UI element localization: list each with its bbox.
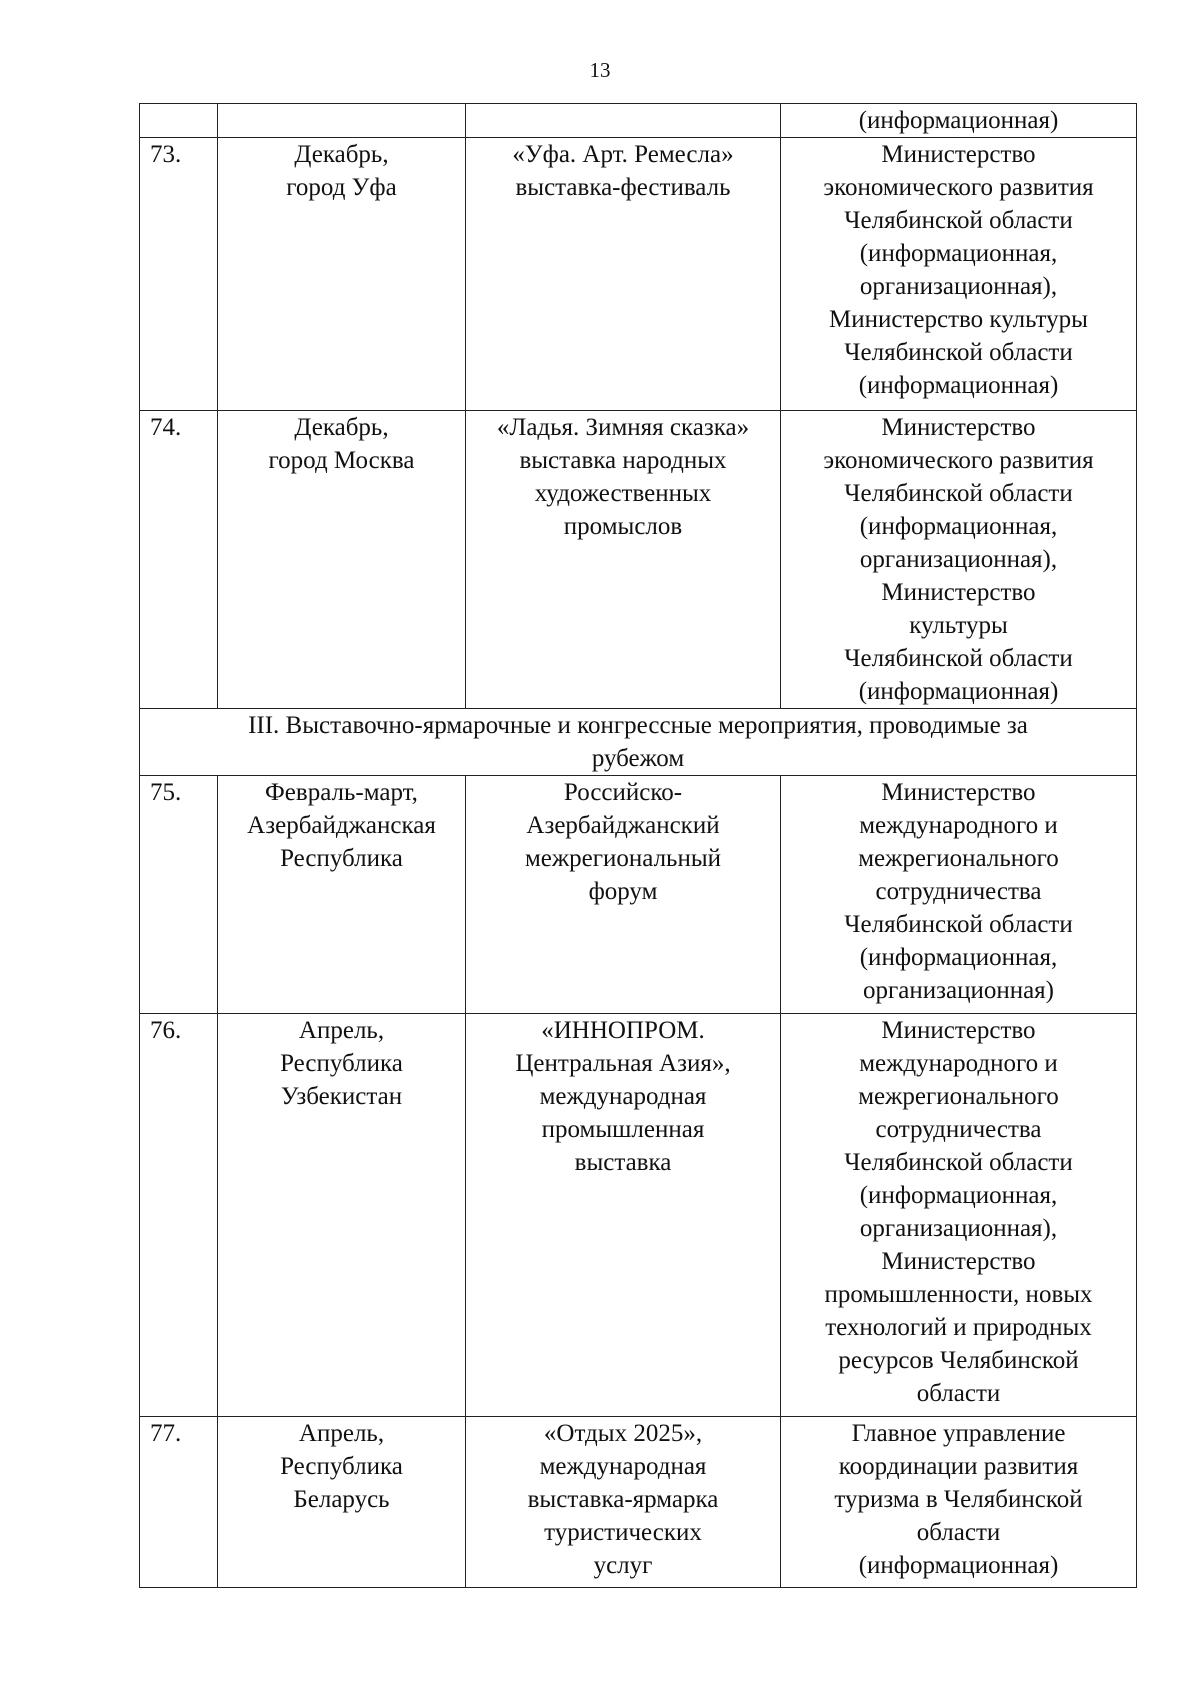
organizers-cell-line: международного и	[859, 1050, 1058, 1077]
table-row	[140, 411, 1137, 709]
row-number	[140, 411, 218, 709]
event-cell-line: Азербайджанский	[526, 812, 720, 839]
event-cell-line: форум	[588, 878, 658, 905]
event-cell-line: выставка народных	[519, 447, 727, 474]
when-where-cell-line: Республика	[280, 1453, 403, 1480]
when-where-cell	[218, 1417, 466, 1588]
when-where-cell	[218, 104, 466, 138]
table-row	[140, 138, 1137, 411]
event-cell-line: промышленная	[541, 1116, 705, 1143]
row-number	[140, 104, 218, 138]
when-where-cell	[218, 776, 466, 1014]
organizers-cell-line: Главное управление	[851, 1420, 1066, 1447]
organizers-cell-line: (информационная)	[858, 678, 1059, 705]
organizers-cell-line: области	[916, 1519, 1001, 1546]
organizers-cell-line: сотрудничества	[875, 1116, 1042, 1143]
section-title-line: III. Выставочно-ярмарочные и конгрессные мероприятия, проводимые за	[248, 712, 1028, 739]
when-where-cell-line: Республика	[280, 845, 403, 872]
organizers-cell-line: (информационная,	[859, 513, 1058, 540]
event-cell-line: «ИННОПРОМ.	[541, 1017, 705, 1044]
organizers-cell-line: Челябинской области	[844, 207, 1073, 234]
section-title	[140, 709, 1137, 776]
row-number-line: 74.	[150, 414, 182, 441]
when-where-cell-line: Февраль-март,	[265, 779, 418, 806]
event-cell-line: международная	[539, 1453, 707, 1480]
organizers-cell-line: экономического развития	[823, 174, 1094, 201]
when-where-cell-line: Апрель,	[298, 1420, 385, 1447]
organizers-cell	[781, 776, 1137, 1014]
event-cell-line: «Уфа. Арт. Ремесла»	[512, 141, 734, 168]
events-table-body	[140, 104, 1137, 1588]
organizers-cell-line: культуры	[909, 612, 1008, 639]
when-where-cell	[218, 411, 466, 709]
event-cell-line: промыслов	[563, 513, 683, 540]
organizers-cell-line: (информационная)	[858, 107, 1059, 134]
event-cell	[466, 1417, 781, 1588]
organizers-cell-line: Министерство	[881, 1248, 1036, 1275]
organizers-cell-line: области	[916, 1380, 1001, 1407]
event-cell	[466, 1014, 781, 1417]
organizers-cell-line: Министерство	[881, 779, 1036, 806]
when-where-cell-line: город Москва	[268, 447, 415, 474]
event-cell	[466, 776, 781, 1014]
organizers-cell-line: (информационная,	[859, 1182, 1058, 1209]
organizers-cell-line: (информационная)	[858, 372, 1059, 399]
section-header-row	[140, 709, 1137, 776]
row-number	[140, 1417, 218, 1588]
event-cell	[466, 138, 781, 411]
row-number	[140, 776, 218, 1014]
when-where-cell-line: Узбекистан	[280, 1083, 403, 1110]
when-where-cell-line: Республика	[280, 1050, 403, 1077]
table-row	[140, 1417, 1137, 1588]
organizers-cell-line: Министерство культуры	[829, 306, 1088, 333]
organizers-cell-line: международного и	[859, 812, 1058, 839]
event-cell-line: «Отдых 2025»,	[543, 1420, 703, 1447]
organizers-cell-line: (информационная,	[859, 240, 1058, 267]
event-cell-line: туристических	[544, 1519, 702, 1546]
organizers-cell-line: промышленности, новых	[824, 1281, 1093, 1308]
organizers-cell	[781, 1417, 1137, 1588]
organizers-cell-line: организационная)	[862, 977, 1054, 1004]
when-where-cell-line: Беларусь	[293, 1486, 390, 1513]
organizers-cell-line: Министерство	[881, 579, 1036, 606]
event-cell	[466, 411, 781, 709]
when-where-cell	[218, 1014, 466, 1417]
organizers-cell-line: организационная),	[859, 546, 1058, 573]
organizers-cell	[781, 1014, 1137, 1417]
organizers-cell-line: сотрудничества	[875, 878, 1042, 905]
organizers-cell-line: Челябинской области	[844, 480, 1073, 507]
section-title-line: рубежом	[591, 745, 685, 772]
organizers-cell-line: межрегионального	[858, 845, 1059, 872]
when-where-cell	[218, 138, 466, 411]
organizers-cell-line: (информационная,	[859, 944, 1058, 971]
event-cell-line: Российско-	[563, 779, 683, 806]
organizers-cell-line: туризма в Челябинской	[834, 1486, 1083, 1513]
event-cell-line: международная	[539, 1083, 707, 1110]
organizers-cell-line: Министерство	[881, 141, 1036, 168]
table-row	[140, 776, 1137, 1014]
event-cell-line: выставка-фестиваль	[515, 174, 731, 201]
event-cell-line: «Ладья. Зимняя сказка»	[496, 414, 750, 441]
organizers-cell-line: организационная),	[859, 1215, 1058, 1242]
when-where-cell-line: Декабрь,	[294, 141, 389, 168]
organizers-cell-line: (информационная)	[858, 1552, 1059, 1579]
events-table	[139, 103, 1137, 1588]
row-number-line: 73.	[150, 141, 182, 168]
organizers-cell-line: Челябинской области	[844, 339, 1073, 366]
organizers-cell	[781, 411, 1137, 709]
organizers-cell-line: экономического развития	[823, 447, 1094, 474]
row-number	[140, 1014, 218, 1417]
row-number-line: 76.	[150, 1017, 182, 1044]
table-row	[140, 1014, 1137, 1417]
table-row	[140, 104, 1137, 138]
organizers-cell-line: организационная),	[859, 273, 1058, 300]
organizers-cell-line: Челябинской области	[844, 911, 1073, 938]
organizers-cell-line: Челябинской области	[844, 645, 1073, 672]
organizers-cell-line: межрегионального	[858, 1083, 1059, 1110]
organizers-cell	[781, 138, 1137, 411]
event-cell-line: выставка	[574, 1149, 672, 1176]
event-cell	[466, 104, 781, 138]
when-where-cell-line: Апрель,	[298, 1017, 385, 1044]
page-number: 13	[589, 58, 611, 82]
organizers-cell-line: Министерство	[881, 1017, 1036, 1044]
event-cell-line: межрегиональный	[524, 845, 722, 872]
event-cell-line: Центральная Азия»,	[515, 1050, 731, 1077]
row-number-line: 75.	[150, 779, 182, 806]
organizers-cell-line: ресурсов Челябинской	[838, 1347, 1079, 1374]
organizers-cell-line: координации развития	[838, 1453, 1079, 1480]
when-where-cell-line: город Уфа	[286, 174, 397, 201]
event-cell-line: художественных	[534, 480, 712, 507]
organizers-cell-line: технологий и природных	[825, 1314, 1092, 1341]
organizers-cell	[781, 104, 1137, 138]
when-where-cell-line: Декабрь,	[294, 414, 389, 441]
event-cell-line: выставка-ярмарка	[527, 1486, 719, 1513]
event-cell-line: услуг	[593, 1552, 653, 1579]
when-where-cell-line: Азербайджанская	[247, 812, 436, 839]
organizers-cell-line: Министерство	[881, 414, 1036, 441]
organizers-cell-line: Челябинской области	[844, 1149, 1073, 1176]
row-number	[140, 138, 218, 411]
row-number-line: 77.	[150, 1420, 182, 1447]
